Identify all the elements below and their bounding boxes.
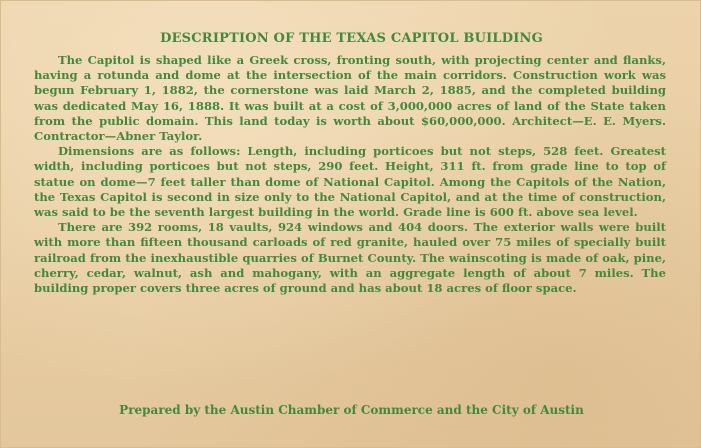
paragraph-dimensions: Dimensions are as follows: Length, including porticoes but not steps, 528 feet. Greatest width, including porticoes but not steps, 290 feet. Height, 311 ft. from grade line to top of statue on dome—7 feet taller than dome of National Capitol. Among the Capitols of the Nation, the Texas Capitol is second in size only to the National Capitol, and at the time of construction, was said to be the seventh largest building in the world. Grade line is 600 ft. above sea level. (34, 144, 666, 220)
document-title: DESCRIPTION OF THE TEXAS CAPITOL BUILDING (160, 31, 543, 46)
document-footer: Prepared by the Austin Chamber of Commerce and the City of Austin (119, 403, 584, 417)
paragraph-history: The Capitol is shaped like a Greek cross, fronting south, with projecting center and flanks, having a rotunda and dome at the intersection of the main corridors. Construction work was begun February 1, 1882, the cornerstone was laid March 2, 1885, and the completed building was dedicated May 16, 1888. It was built at a cost of 3,000,000 acres of land of the State taken from the public domain. This land today is worth about $60,000,000. Architect—E. E. Myers. Contractor—Abner Taylor. (34, 53, 666, 144)
document-body (34, 53, 666, 296)
paragraph-construction: There are 392 rooms, 18 vaults, 924 windows and 404 doors. The exterior walls were built with more than fifteen thousand carloads of red granite, hauled over 75 miles of specially built railroad from the inexhaustible quarries of Burnet County. The wainscoting is made of oak, pine, cherry, cedar, walnut, ash and mahogany, with an aggregate length of about 7 miles. The building proper covers three acres of ground and has about 18 acres of floor space. (34, 220, 666, 296)
